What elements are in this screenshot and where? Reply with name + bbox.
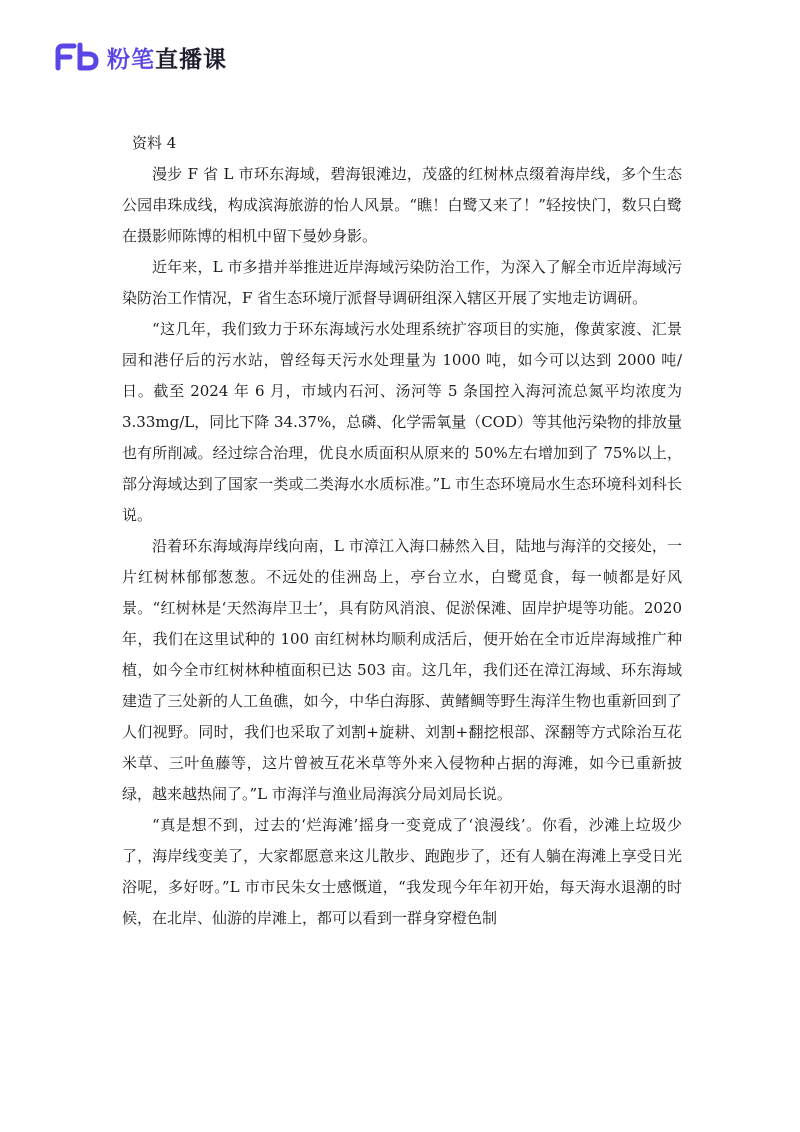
paragraph: 漫步 F 省 L 市环东海域，碧海银滩边，茂盛的红树林点缀着海岸线，多个生态公园串珠成线，构成滨海旅游的怡人风景。“瞧！白鹭又来了！”轻按快门，数只白鹭在摄影师陈博的相机中留下曼妙身影。 <box>122 165 682 245</box>
brand-name-accent: 粉笔 <box>107 46 155 73</box>
brand-header <box>55 40 227 74</box>
fb-logo-icon <box>55 42 101 72</box>
document-body <box>122 128 682 934</box>
paragraph: “真是想不到，过去的‘烂海滩’摇身一变竟成了‘浪漫线’。你看，沙滩上垃圾少了，海岸线变美了，大家都愿意来这儿散步、跑跑步了，还有人躺在海滩上享受日光浴呢，多好呀。”L 市市民朱女士感慨道，“我发现今年年初开始，每天海水退潮的时候，在北岸、仙游的岸滩上，都可以看到一群身穿橙色制 <box>122 816 682 927</box>
section-title: 资料 4 <box>132 134 177 152</box>
brand-name-rest: 直播课 <box>155 46 227 73</box>
brand-name <box>107 41 227 74</box>
paragraph: 近年来，L 市多措并举推进近岸海域污染防治工作，为深入了解全市近岸海域污染防治工作情况，F 省生态环境厅派督导调研组深入辖区开展了实地走访调研。 <box>122 258 682 307</box>
paragraph: “这几年，我们致力于环东海域污水处理系统扩容项目的实施，像黄家渡、汇景园和港仔后的污水站，曾经每天污水处理量为 1000 吨，如今可以达到 2000 吨/日。截至 2024 年 6 月，市域内石河、汤河等 5 条国控入海河流总氮平均浓度为 3.33mg/L，同比下降 34.37%，总磷、化学需氧量（COD）等其他污染物的排放量也有所削减。经过综合治理，优良水质面积从原来的 50%左右增加到了 75%以上，部分海域达到了国家一类或二类海水水质标准。”L 市生态环境局水生态环境科刘科长说。 <box>122 320 683 524</box>
paragraph: 沿着环东海域海岸线向南，L 市漳江入海口赫然入目，陆地与海洋的交接处，一片红树林郁郁葱葱。不远处的佳洲岛上，亭台立水，白鹭觅食，每一帧都是好风景。“红树林是‘天然海岸卫士’，具有防风消浪、促淤保滩、固岸护堤等功能。2020 年，我们在这里试种的 100 亩红树林均顺利成活后，便开始在全市近岸海域推广种植，如今全市红树林种植面积已达 503 亩。这几年，我们还在漳江海域、环东海域建造了三处新的人工鱼礁，如今，中华白海豚、黄鳍鲷等野生海洋生物也重新回到了人们视野。同时，我们也采取了刘割+旋耕、刘割+翻挖根部、深翻等方式除治互花米草、三叶鱼藤等，这片曾被互花米草等外来入侵物种占据的海滩，如今已重新披绿，越来越热闹了。”L 市海洋与渔业局海滨分局刘局长说。 <box>122 537 682 803</box>
